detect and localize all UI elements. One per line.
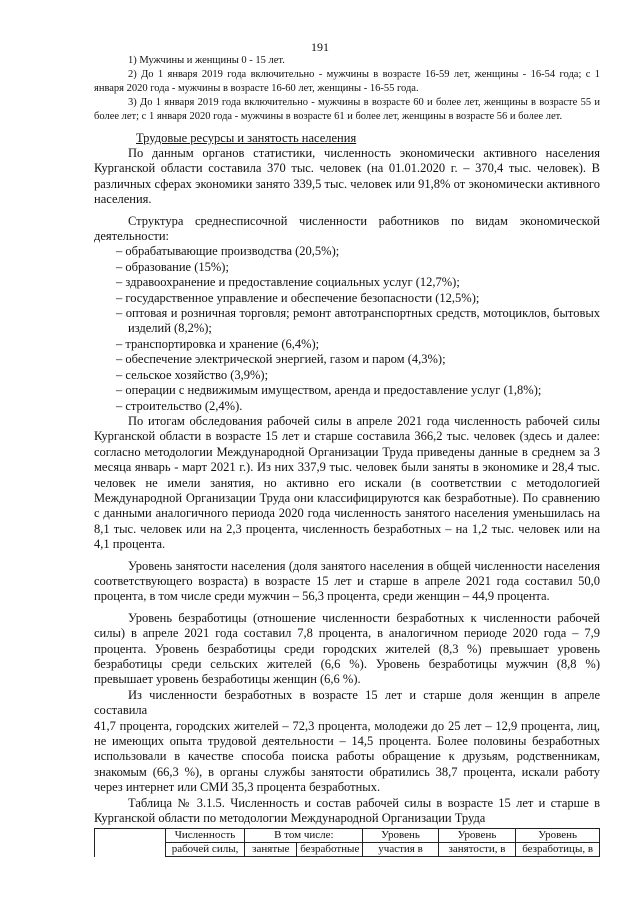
table-header-cell [95, 829, 166, 857]
table-header-cell: рабочей силы, [165, 843, 245, 857]
paragraph-unemployed-details: 41,7 процента, городских жителей – 72,3 процента, молодежи до 25 лет – 12,9 процента, лиц, не имеющих опыта трудовой деятельности – 14,5 процента. Более половины безработных использовали в качестве способа поиска работы обращение к друзьям, родственникам, знакомым (66,3 %), в органы службы занятости обратились 38,7 процента, искали работу через интернет или СМИ 35,3 процента безработных. [94, 718, 600, 795]
table-header-row [95, 843, 600, 857]
structure-list [94, 244, 600, 413]
page-number: 191 [311, 40, 329, 54]
footnote-2: 2) До 1 января 2019 года включительно - мужчины в возрасте 16-59 лет, женщины - 16-54 года; с 1 января 2020 года - мужчины в возрасте 16-60 лет, женщины - 16-55 года. [94, 69, 600, 94]
table-header-cell: Уровень [516, 829, 600, 843]
footnote-1: 1) Мужчины и женщины 0 - 15 лет. [128, 55, 285, 66]
list-item: – обрабатывающие производства (20,5%); [94, 244, 600, 259]
labor-force-table [94, 828, 600, 857]
list-item: – обеспечение электрической энергией, газом и паром (4,3%); [94, 352, 600, 367]
paragraph-unemployed-share: Из численности безработных в возрасте 15 лет и старше доля женщин в апреле составила [94, 687, 600, 718]
footnote-3: 3) До 1 января 2019 года включительно - мужчины в возрасте 60 и более лет, женщины в возрасте 55 и более лет; с 1 января 2020 года - мужчины в возрасте 61 и более лет, женщины в возрасте 56 и более лет. [94, 97, 600, 122]
table-caption: Таблица № 3.1.5. Численность и состав рабочей силы в возрасте 15 лет и старше в Курганской области по методологии Международной Организации Труда [94, 795, 600, 826]
list-item: – операции с недвижимым имуществом, аренда и предоставление услуг (1,8%); [94, 383, 600, 398]
list-item: – государственное управление и обеспечение безопасности (12,5%); [94, 291, 600, 306]
list-item: – здравоохранение и предоставление социальных услуг (12,7%); [94, 275, 600, 290]
table-header-row [95, 829, 600, 843]
section-heading: Трудовые ресурсы и занятость населения [136, 131, 357, 145]
paragraph-active-population: По данным органов статистики, численность экономически активного населения Курганской области составила 370 тыс. человек (на 01.01.2020 г. – 370,4 тыс. человек). В различных сферах экономики занято 339,5 тыс. человек или 91,8% от экономически активного населения. [94, 146, 600, 207]
paragraph-employment-level: Уровень занятости населения (доля занятого населения в общей численности населения соответствующего возраста) в возрасте 15 лет и старше в апреле 2021 года составил 50,0 процента, в том числе среди мужчин – 56,3 процента, среди женщин – 44,9 процента. [94, 558, 600, 604]
table-header-cell: Уровень [438, 829, 516, 843]
paragraph-structure-intro: Структура среднесписочной численности работников по видам экономической деятельности: [94, 213, 600, 244]
table-header-cell: занятости, в [438, 843, 516, 857]
paragraph-labor-survey: По итогам обследования рабочей силы в апреле 2021 года численность рабочей силы Курганской области в возрасте 15 лет и старше составила 366,2 тыс. человек (здесь и далее: согласно методологии Международной Организации Труда приведены данные в среднем за 3 месяца январь - март 2021 г.). Из них 337,9 тыс. человек были заняты в экономике и 28,4 тыс. человек не имели занятия, но активно его искали (в соответствии с методологией Международной Организации Труда они классифицируются как безработные). По сравнению с данными аналогичного периода 2020 года численность занятого населения уменьшилась на 8,1 тыс. человек или на 2,3 процента, численность безработных – на 1,2 тыс. человек или на 4,1 процента. [94, 413, 600, 552]
table-header-cell: безработные [297, 843, 363, 857]
list-item: – транспортировка и хранение (6,4%); [94, 337, 600, 352]
table-header-cell: участия в [363, 843, 438, 857]
table-header-cell: занятые [245, 843, 297, 857]
table-header-cell: безработицы, в [516, 843, 600, 857]
list-item: – сельское хозяйство (3,9%); [94, 368, 600, 383]
table-header-cell: В том числе: [245, 829, 363, 843]
list-item: – строительство (2,4%). [94, 399, 600, 414]
list-item: – образование (15%); [94, 260, 600, 275]
table-header-cell: Численность [165, 829, 245, 843]
list-item: – оптовая и розничная торговля; ремонт автотранспортных средств, мотоциклов, бытовых изделий (8,2%); [94, 306, 600, 337]
document-body [94, 50, 600, 857]
table-header-cell: Уровень [363, 829, 438, 843]
paragraph-unemployment-level: Уровень безработицы (отношение численности безработных к численности рабочей силы) в апреле 2021 года составил 7,8 процента, в аналогичном периоде 2020 года – 7,9 процента. Уровень безработицы среди городских жителей (8,3 %) превышает уровень безработицы среди сельских жителей (6,6 %). Уровень безработицы мужчин (8,8 %) превышает уровень безработицы женщин (6,6 %). [94, 610, 600, 687]
